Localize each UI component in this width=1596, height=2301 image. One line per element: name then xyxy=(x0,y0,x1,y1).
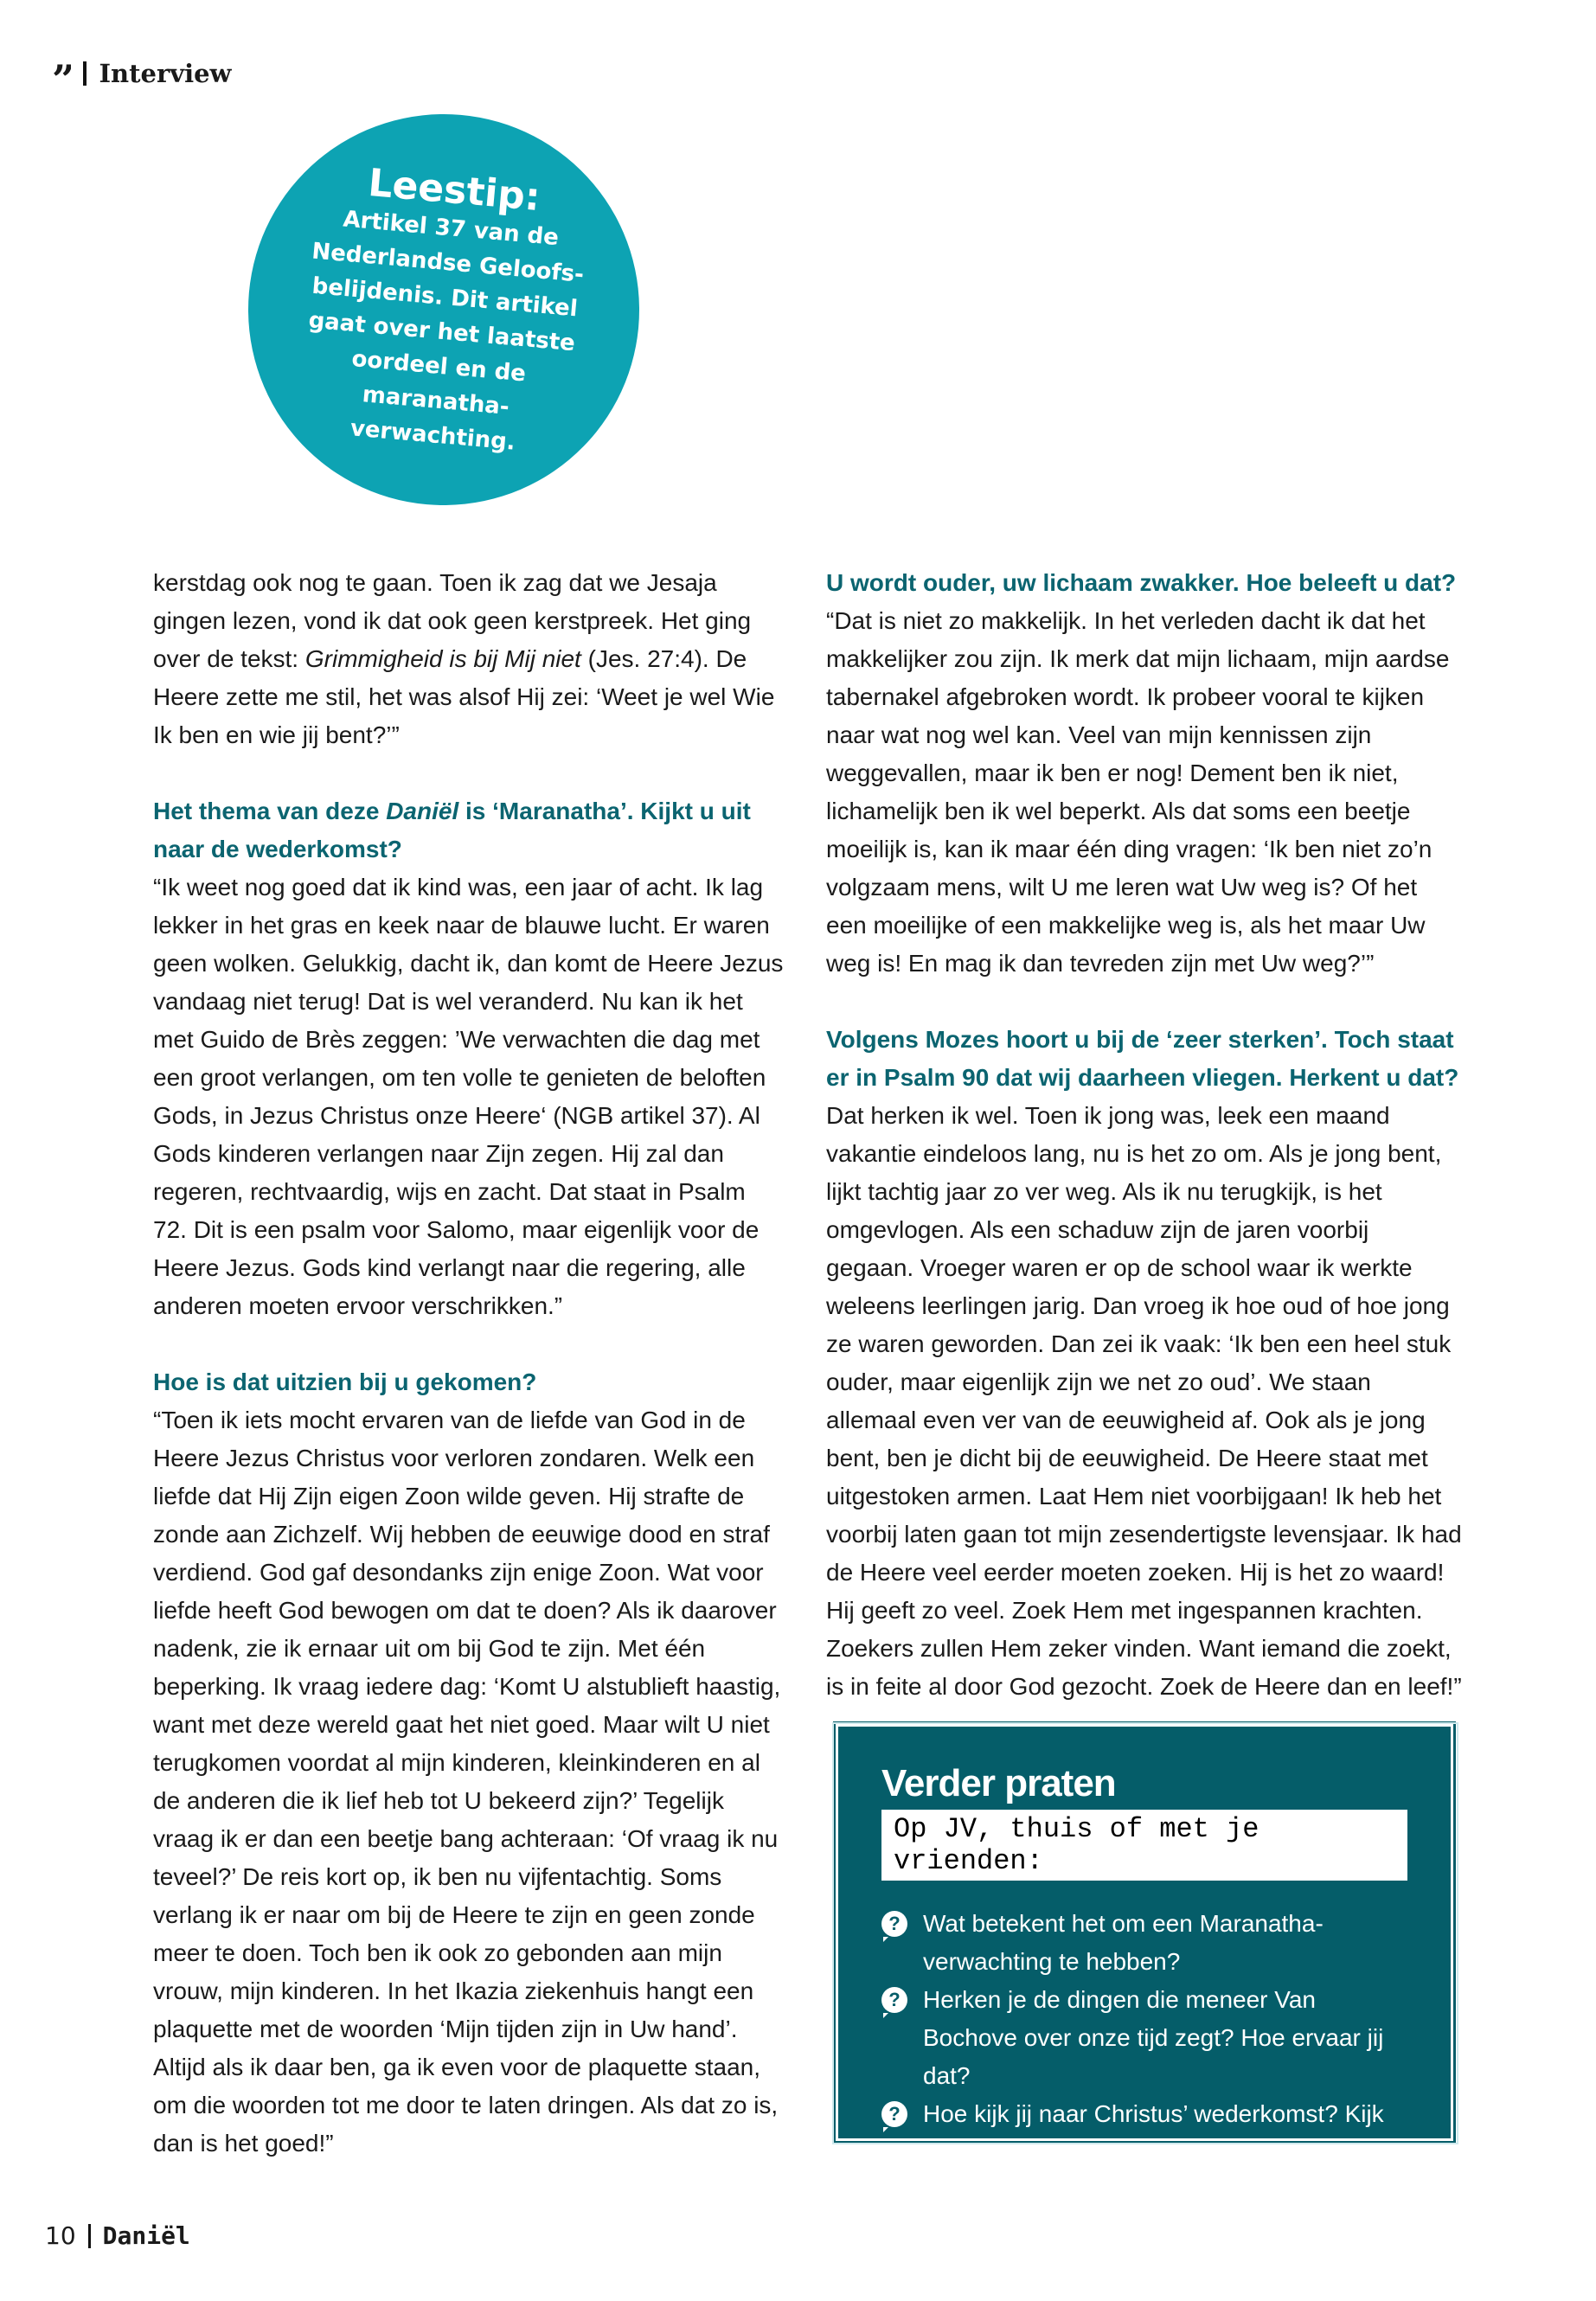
intro-text: kerstdag ook nog te gaan. Toen ik zag dat we Jesaja gingen lezen, vond ik dat ook geen kerstpreek. Het ging over de tekst: xyxy=(153,569,752,672)
intro-text-end: (Jes. 27:4). De Heere zette me stil, het was alsof Hij zei: ‘Weet je wel Wie Ik ben en wie jij bent?’” xyxy=(153,645,775,748)
discussion-item xyxy=(881,1981,1407,2095)
answer-paragraph: Dat herken ik wel. Toen ik jong was, leek een maand vakantie eindeloos lang, nu is het zo om. Als je jong bent, lijkt tachtig jaar zo ver weg. Als ik nu terugkijk, is het omgevlogen. Als een schaduw zijn de jaren voorbij gegaan. Vroeger waren er op de school waar ik werkte weleens leerlingen jarig. Dan vroeg ik hoe oud of hoe jong ze waren geworden. Dan zei ik vaak: ‘Ik ben een heel stuk ouder, maar eigenlijk zijn we net zo oud’. We staan allemaal even ver van de eeuwigheid af. Ook als je jong bent, ben je dicht bij de eeuwigheid. De Heere staat met uitgestoken armen. Laat Hem niet voorbijgaan! Ik heb het voorbij laten gaan tot mijn zesendertigste levensjaar. Ik had de Heere veel eerder moeten zoeken. Hij is het zo waard! Hij geeft zo veel. Zoek Hem met ingespannen krachten. Zoekers zullen Hem zeker vinden. Want iemand die zoekt, is in feite al door God gezocht. Zoek de Heere dan en leef!” xyxy=(826,1102,1462,1700)
answer-paragraph: “Ik weet nog goed dat ik kind was, een jaar of acht. Ik lag lekker in het gras en keek naar de blauwe lucht. Er waren geen wolken. Gelukkig, dacht ik, dan komt de Heere Jezus vandaag niet terug! Dat is wel veranderd. Nu kan ik het met Guido de Brès zeggen: ’We verwachten die dag met een groot verlangen, om ten volle te genieten de beloften Gods, in Jezus Christus onze Heere‘ (NGB artikel 37). Al Gods kinderen verlangen naar Zijn zegen. Hij zal dan regeren, rechtvaardig, wijs en zacht. Dat staat in Psalm 72. Dit is een psalm voor Salomo, maar eigenlijk voor de Heere Jezus. Gods kind verlangt naar die regering, alle anderen moeten ervoor verschrikken.” xyxy=(153,874,784,1319)
reading-tip-body: Artikel 37 van de Nederlandse Geloofs-belijdenis. Dit artikel gaat over het laatste oordeel en de maranatha-verwachting. xyxy=(307,206,586,457)
question-bubble-icon: ? xyxy=(881,1911,907,1937)
reading-tip-title: Leestip: xyxy=(366,160,542,221)
magazine-title: Daniël xyxy=(102,2221,190,2250)
discussion-item-text: Wat betekent het om een Maranatha-verwachting te hebben? xyxy=(923,1910,1324,1975)
discussion-item-text: Hoe kijk jij naar Christus’ wederkomst? Kijk je er naar uit of ben je er bang voor? xyxy=(923,2100,1384,2165)
question-heading: Volgens Mozes hoort u bij de ‘zeer sterken’. Toch staat er in Psalm 90 dat wij daarheen vliegen. Herkent u dat? xyxy=(826,1026,1459,1091)
right-column xyxy=(826,564,1462,1706)
discussion-list xyxy=(881,1905,1407,2171)
question-text: Het thema van deze xyxy=(153,798,387,824)
section-label: Interview xyxy=(99,59,232,88)
question-heading xyxy=(153,792,785,868)
discussion-item xyxy=(881,2095,1407,2171)
header-separator xyxy=(83,61,87,86)
footer-separator xyxy=(88,2224,91,2248)
bible-quote: Grimmigheid is bij Mij niet xyxy=(304,645,581,672)
discussion-title: Verder praten xyxy=(881,1762,1116,1804)
discussion-item-text: Herken je de dingen die meneer Van Bochove over onze tijd zegt? Hoe ervaar jij dat? xyxy=(923,1986,1384,2089)
intro-paragraph xyxy=(153,564,785,754)
page-header xyxy=(52,59,232,88)
reading-tip-circle xyxy=(232,98,656,522)
answer-paragraph: “Dat is niet zo makkelijk. In het verleden dacht ik dat het makkelijker zou zijn. Ik merk dat mijn lichaam, mijn aardse tabernakel afgebroken wordt. Ik probeer vooral te kijken naar wat nog wel kan. Veel van mijn kennissen zijn weggevallen, maar ik ben er nog! Dement ben ik niet, lichamelijk ben ik wel beperkt. Als dat soms een beetje moeilijk is, kan ik maar één ding vragen: ‘Ik ben niet zo’n volgzaam mens, wilt U me leren wat Uw weg is? Of het een moeilijke of een makkelijke weg is, als het maar Uw weg is! En mag ik dan tevreden zijn met Uw weg?’” xyxy=(826,607,1450,977)
left-column xyxy=(153,564,785,2163)
discussion-box xyxy=(836,1724,1453,2165)
discussion-subtitle: Op JV, thuis of met je vrienden: xyxy=(881,1810,1407,1881)
question-text-end: is ‘Maranatha’. Kijkt u uit naar de wederkomst? xyxy=(153,798,751,862)
discussion-item xyxy=(881,1905,1407,1981)
page-footer xyxy=(45,2221,190,2250)
magazine-name: Daniël xyxy=(386,798,459,824)
question-heading: Hoe is dat uitzien bij u gekomen? xyxy=(153,1368,537,1395)
question-heading: U wordt ouder, uw lichaam zwakker. Hoe beleeft u dat? xyxy=(826,569,1457,596)
question-bubble-icon: ? xyxy=(881,2101,907,2127)
quote-icon: ” xyxy=(52,60,72,86)
question-bubble-icon: ? xyxy=(881,1987,907,2013)
page-number: 10 xyxy=(45,2221,76,2250)
answer-paragraph: “Toen ik iets mocht ervaren van de liefde van God in de Heere Jezus Christus voor verloren zondaren. Welk een liefde dat Hij Zijn eigen Zoon wilde geven. Hij strafte de zonde aan Zichzelf. Wij hebben de eeuwige dood en straf verdiend. God gaf desondanks zijn enige Zoon. Wat voor liefde heeft God bewogen om dat te doen? Als ik daarover nadenk, zie ik ernaar uit om bij God te zijn. Met één beperking. Ik vraag iedere dag: ‘Komt U alstublieft haastig, want met deze wereld gaat het niet goed. Maar wilt U niet terugkomen voordat al mijn kinderen, kleinkinderen en al de anderen die ik lief heb tot U bekeerd zijn?’ Tegelijk vraag ik er dan een beetje bang achteraan: ‘Of vraag ik nu teveel?’ De reis kort op, ik ben nu vijfentachtig. Soms verlang ik er naar om bij de Heere te zijn en geen zonde meer te doen. Toch ben ik ook zo gebonden aan mijn vrouw, mijn kinderen. In het Ikazia ziekenhuis hangt een plaquette met de woorden ‘Mijn tijden zijn in Uw hand’. Altijd als ik daar ben, ga ik even voor de plaquette staan, om die woorden tot me door te laten dringen. Als dat zo is, dan is het goed!” xyxy=(153,1407,781,2157)
